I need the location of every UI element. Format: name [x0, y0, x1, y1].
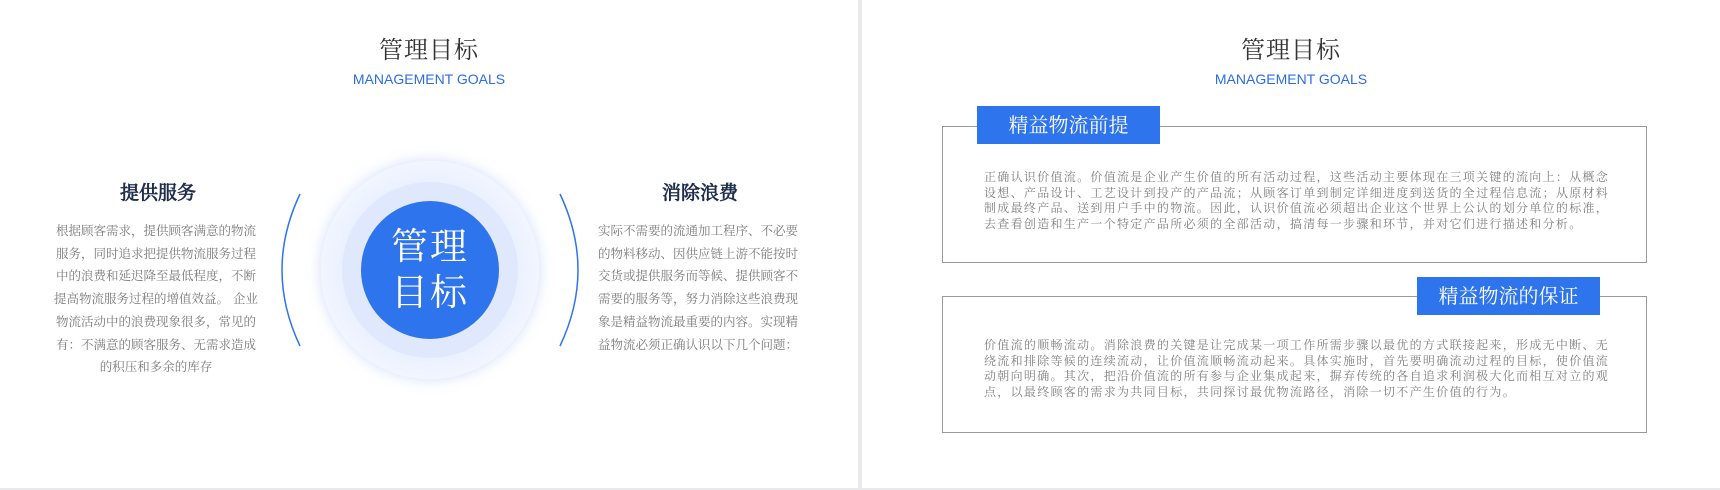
guarantee-text: 价值流的顺畅流动。消除浪费的关键是让完成某一项工作所需步骤以最优的方式联接起来，形成无中断、无绕流和排除等候的连续流动，让价值流顺畅流动起来。具体实施时，首先要明确流动过程的目标，使价值流动朝向明确。其次，把沿价值流的所有参与企业集成起来，摒弃传统的各自追求利润极大化而相互对立的观点，以最终顾客的需求为共同目标，共同探讨最优物流路径，消除一切不产生价值的行为。 [984, 338, 1610, 399]
guarantee-tag: 精益物流的保证 [1417, 277, 1600, 315]
circle-center-badge [361, 201, 499, 339]
slide-management-goals-right [862, 0, 1720, 488]
eliminate-waste-heading: 消除浪费 [661, 182, 738, 204]
premise-text: 正确认识价值流。价值流是企业产生价值的所有活动过程，这些活动主要体现在三项关键的流向上：从概念设想、产品设计、工艺设计到投产的产品流；从顾客订单到制定详细进度到送货的全过程信息流；从原材料制成最终产品、送到用户手中的物流。因此，认识价值流必须超出企业这个世界上公认的划分单位的标准，去查看创造和生产一个特定产品所必须的全部活动，搞清每一步骤和环节，并对它们进行描述和分析。 [984, 170, 1610, 231]
circle-text-line1: 管理 [391, 225, 469, 268]
slide-subtitle: MANAGEMENT GOALS [1214, 71, 1368, 87]
left-arc-decoration [270, 190, 310, 350]
circle-text-line2: 目标 [391, 271, 469, 314]
slide-management-goals-left [0, 0, 858, 488]
right-arc-decoration [550, 190, 590, 350]
slide-title: 管理目标 [1241, 36, 1341, 64]
slide-title: 管理目标 [379, 36, 479, 64]
slide-subtitle: MANAGEMENT GOALS [352, 71, 506, 87]
eliminate-waste-text: 实际不需要的流通加工程序、不必要的物料移动、因供应链上游不能按时交货或提供服务而等候、提供顾客不需要的服务等，努力消除这些浪费现象是精益物流最重要的内容。实现精益物流必须正确认识以下几个问题： [598, 223, 799, 352]
premise-tag: 精益物流前提 [977, 106, 1160, 144]
provide-service-text: 根据顾客需求，提供顾客满意的物流服务，同时追求把提供物流服务过程中的浪费和延迟降至最低程度，不断提高物流服务过程的增值效益。 企业物流活动中的浪费现象很多，常见的有：不满意的顾客服务、无需求造成的积压和多余的库存 [54, 223, 258, 375]
provide-service-heading: 提供服务 [119, 182, 196, 204]
